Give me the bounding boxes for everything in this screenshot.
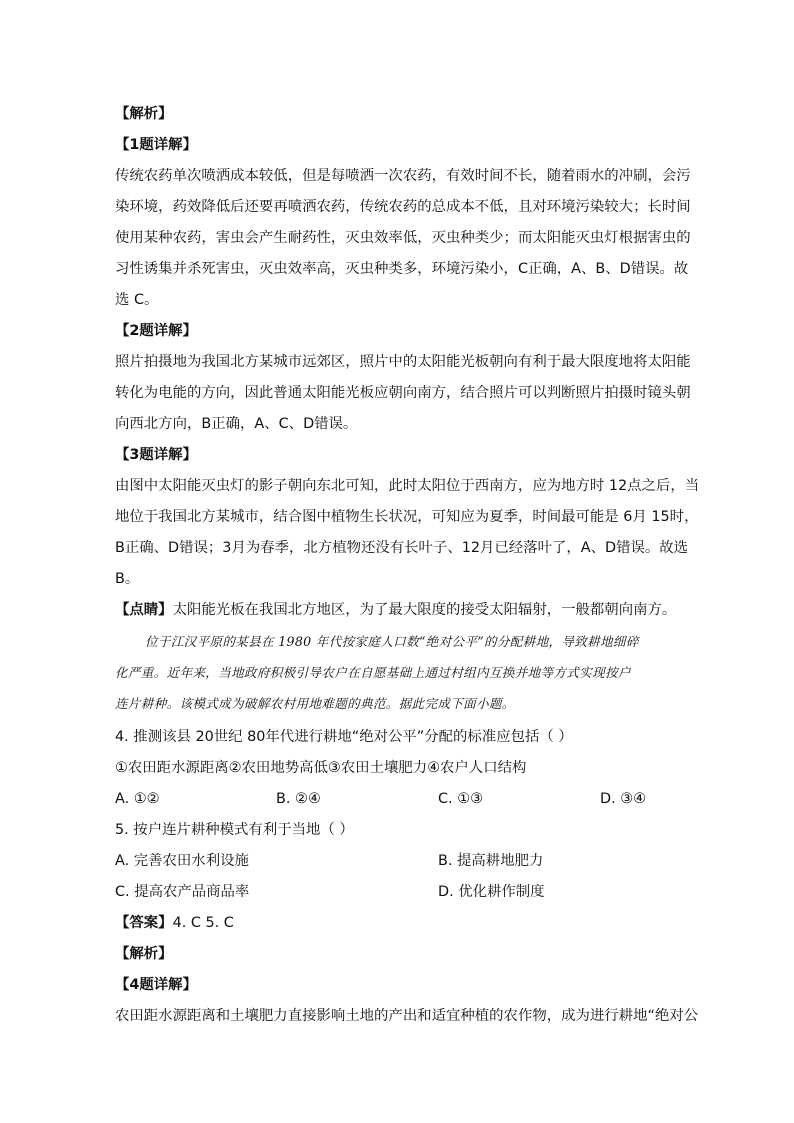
q2-detail-heading: 【2题详解】 (115, 323, 197, 339)
passage-line-3: 连片耕种。该模式成为破解农村用地难题的典范。据此完成下面小题。 (115, 696, 515, 711)
answer-tag: 【答案】 (115, 915, 173, 931)
passage-line-2: 化严重。近年来，当地政府积极引导农户在自愿基础上通过村组内互换并地等方式实现按户 (115, 665, 631, 680)
passage-line-1: 位于江汉平原的某县在 1980 年代按家庭人口数“绝对公平”的分配耕地，导致耕地细碎 (145, 634, 639, 649)
answer-text: 4. C 5. C (172, 915, 234, 931)
q4-option-b: B. ②④ (276, 791, 321, 807)
q4-detail-heading: 【4题详解】 (115, 977, 197, 993)
q4-option-a: A. ①② (115, 791, 160, 807)
q4-items: ①农田距水源距离②农田地势高低③农田土壤肥力④农户人口结构 (115, 760, 527, 776)
q3-detail-heading: 【3题详解】 (115, 447, 197, 463)
q1-line-4: 习性诱集并杀死害虫，灭虫效率高，灭虫种类多，环境污染小，C正确，A、B、D错误。故 (115, 261, 689, 277)
analysis2-heading: 【解析】 (115, 946, 173, 962)
q3-line-4: B。 (115, 571, 140, 587)
q1-line-1: 传统农药单次喷洒成本较低，但是每喷洒一次农药，有效时间不长，随着雨水的冲刷，会污 (115, 168, 691, 184)
q5-option-a: A. 完善农田水利设施 (115, 853, 249, 869)
tip-paragraph (115, 600, 676, 620)
q5-option-c: C. 提高农产品商品率 (115, 884, 250, 900)
q4-stem: 4. 推测该县 20世纪 80年代进行耕地“绝对公平”分配的标准应包括（ ） (115, 729, 573, 745)
q2-line-2: 转化为电能的方向，因此普通太阳能光板应朝向南方，结合照片可以判断照片拍摄时镜头朝 (115, 385, 691, 401)
q1-line-2: 染环境，药效降低后还要再喷洒农药，传统农药的总成本不低，且对环境污染较大；长时间 (115, 199, 691, 215)
q4-detail-line-1: 农田距水源距离和土壤肥力直接影响土地的产出和适宜种植的农作物，成为进行耕地“绝对公 (115, 1008, 699, 1024)
q4-option-d: D. ③④ (600, 791, 647, 807)
q3-line-3: B正确、D错误；3月为春季，北方植物还没有长叶子、12月已经落叶了，A、D错误。故选 (115, 540, 689, 556)
tip-text: 太阳能光板在我国北方地区，为了最大限度的接受太阳辐射，一般都朝向南方。 (172, 602, 677, 618)
q2-line-3: 向西北方向，B正确，A、C、D错误。 (115, 416, 358, 432)
answer-line (115, 913, 234, 933)
analysis-heading: 【解析】 (115, 106, 173, 122)
q5-stem: 5. 按户连片耕种模式有利于当地（ ） (115, 822, 354, 838)
q5-option-d: D. 优化耕作制度 (438, 884, 545, 900)
q1-line-3: 使用某种农药，害虫会产生耐药性，灭虫效率低，灭虫种类少；而太阳能灭虫灯根据害虫的 (115, 230, 691, 246)
q3-line-1: 由图中太阳能灭虫灯的影子朝向东北可知，此时太阳位于西南方，应为地方时 12点之后，当 (115, 478, 700, 494)
q4-option-c: C. ①③ (438, 791, 483, 807)
q1-detail-heading: 【1题详解】 (115, 137, 197, 153)
q3-line-2: 地位于我国北方某城市，结合图中植物生长状况，可知应为夏季，时间最可能是 6月 15时， (115, 509, 699, 525)
tip-tag: 【点睛】 (115, 602, 173, 618)
q2-line-1: 照片拍摄地为我国北方某城市远郊区，照片中的太阳能光板朝向有利于最大限度地将太阳能 (115, 354, 691, 370)
q5-option-b: B. 提高耕地肥力 (438, 853, 544, 869)
q1-line-5: 选 C。 (115, 292, 159, 308)
